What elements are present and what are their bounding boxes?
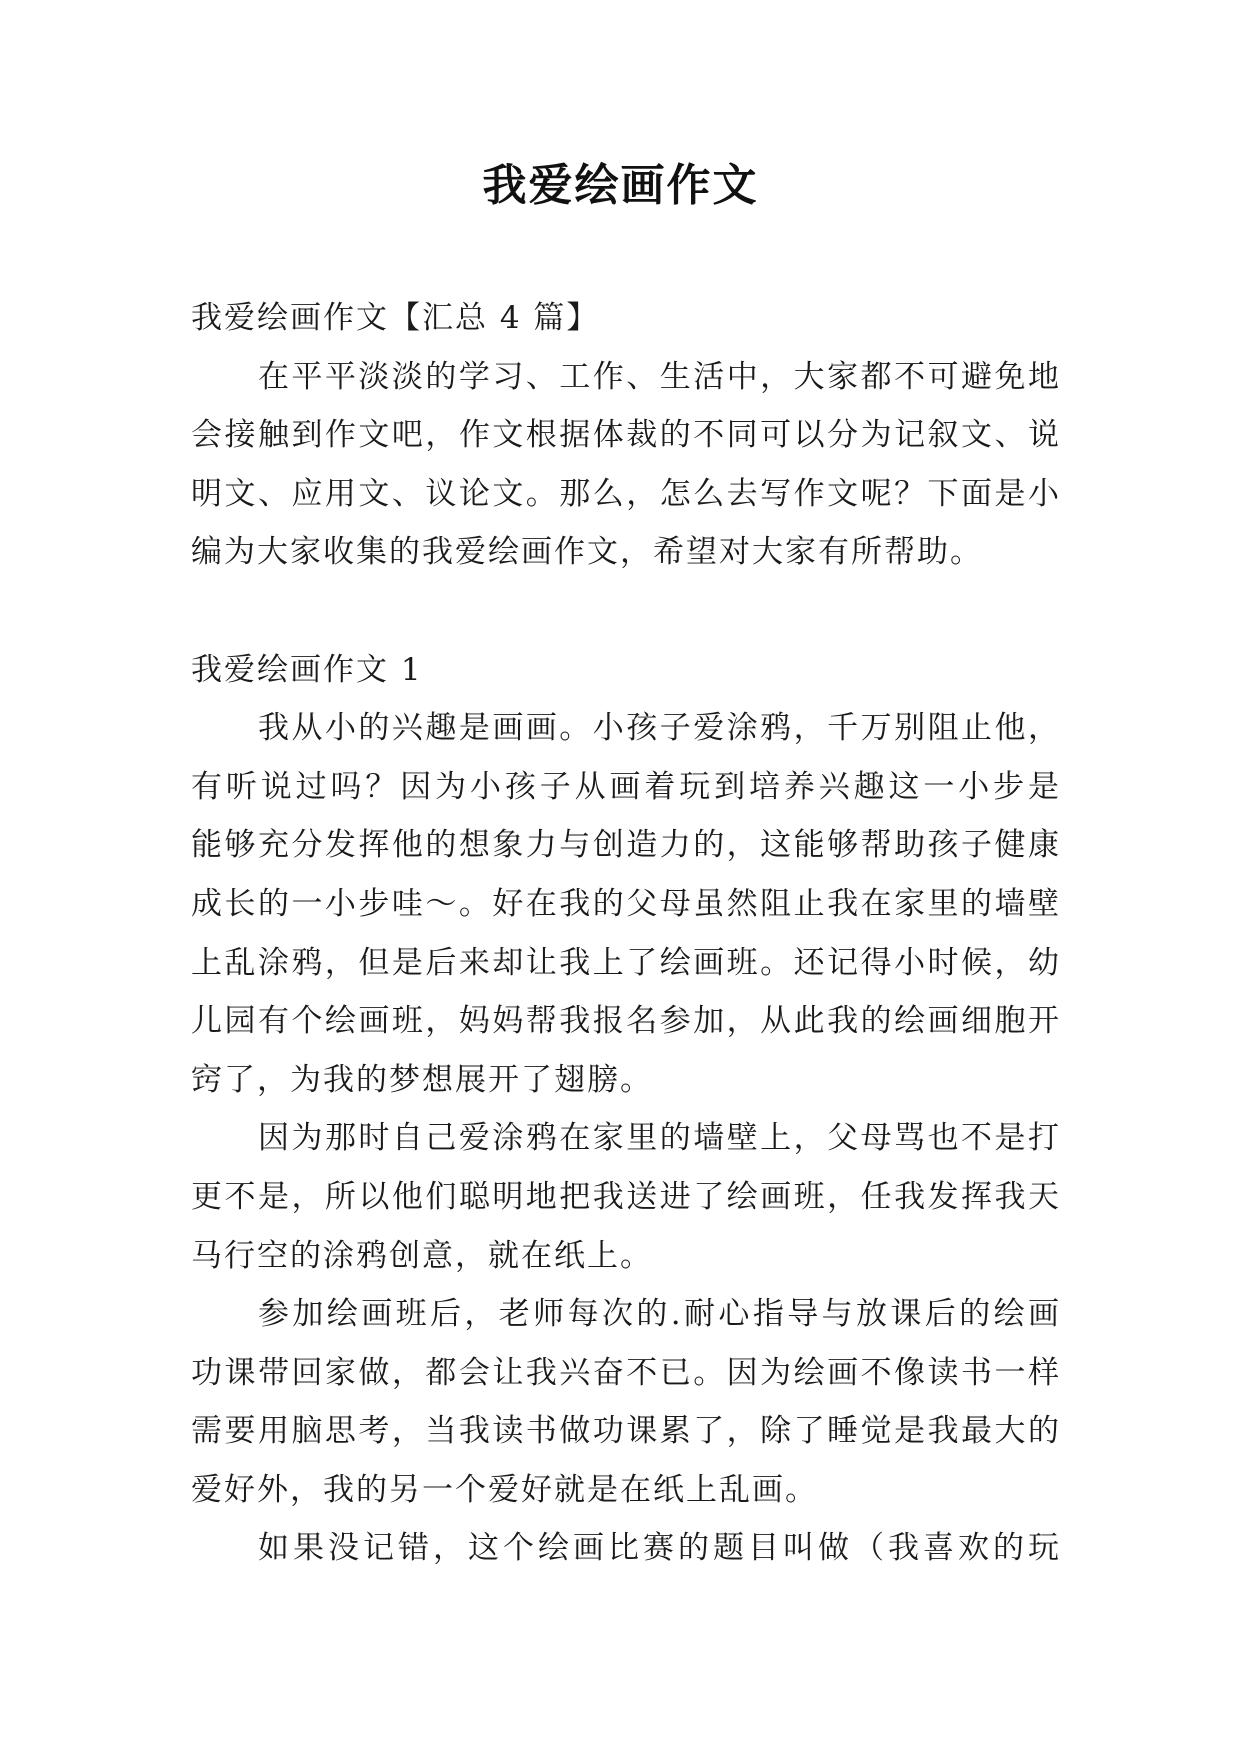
text-line: 因为那时自己爱涂鸦在家里的墙壁上，父母骂也不是打 [258,1120,1061,1157]
text-line: 能够充分发挥他的想象力与创造力的，这能够帮助孩子健康 [191,827,1061,864]
text-line: 成长的一小步哇～。好在我的父母虽然阻止我在家里的墙壁 [191,885,1061,922]
essay-section [191,641,1061,1579]
document-title: 我爱绘画作文 [482,160,759,211]
paragraph [191,1519,1061,1578]
blank-line [191,582,1061,641]
text-line: 上乱涂鸦，但是后来却让我上了绘画班。还记得小时候，幼 [191,944,1061,981]
text-line: 更不是，所以他们聪明地把我送进了绘画班，任我发挥我天 [191,1178,1061,1215]
paragraph [191,1285,1061,1519]
text-line: 需要用脑思考，当我读书做功课累了，除了睡觉是我最大的 [191,1413,1061,1450]
paragraph [191,699,1061,1109]
intro-paragraph [191,348,1061,582]
text-line: 编为大家收集的我爱绘画作文，希望对大家有所帮助。 [191,534,983,571]
text-line: 功课带回家做，都会让我兴奋不已。因为绘画不像读书一样 [191,1354,1061,1391]
text-line: 在平平淡淡的学习、工作、生活中，大家都不可避免地 [258,358,1061,395]
text-line: 儿园有个绘画班，妈妈帮我报名参加，从此我的绘画细胞开 [191,1003,1061,1040]
text-line: 参加绘画班后，老师每次的.耐心指导与放课后的绘画 [258,1296,1061,1333]
text-line: 窍了，为我的梦想展开了翅膀。 [191,1061,653,1098]
text-line: 有听说过吗？因为小孩子从画着玩到培养兴趣这一小步是 [191,768,1061,805]
text-line: 我从小的兴趣是画画。小孩子爱涂鸦，千万别阻止他， [258,710,1061,747]
text-line: 如果没记错，这个绘画比赛的题目叫做（我喜欢的玩 [258,1530,1061,1567]
summary-heading: 我爱绘画作文【汇总 4 篇】 [191,300,600,336]
paragraph [191,1109,1061,1285]
text-line: 爱好外，我的另一个爱好就是在纸上乱画。 [191,1471,818,1508]
document-body [191,289,1061,1578]
text-line: 会接触到作文吧，作文根据体裁的不同可以分为记叙文、说 [191,417,1061,454]
text-line: 马行空的涂鸦创意，就在纸上。 [191,1237,653,1274]
essay-heading: 我爱绘画作文 1 [191,651,423,688]
text-line: 明文、应用文、议论文。那么，怎么去写作文呢？下面是小 [191,475,1061,512]
